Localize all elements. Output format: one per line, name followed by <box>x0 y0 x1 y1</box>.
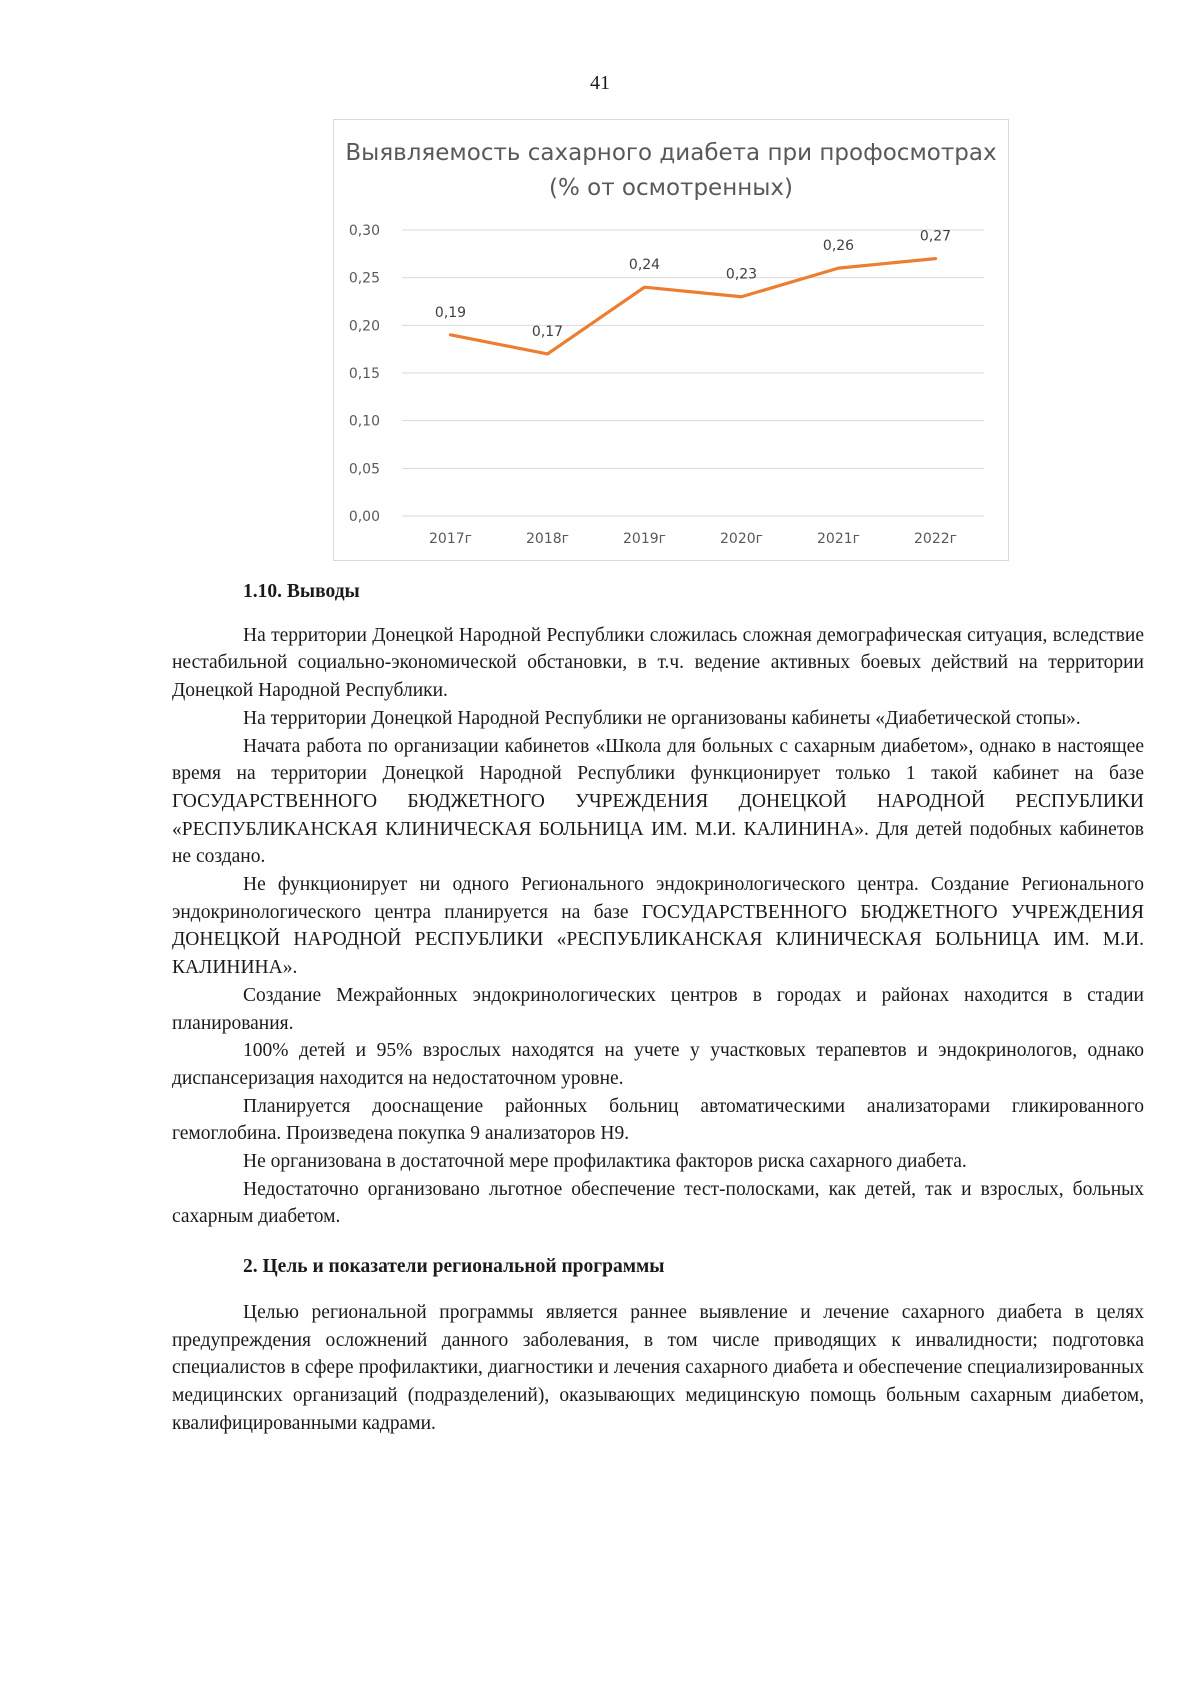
x-tick-label: 2022г <box>914 531 957 547</box>
document-body <box>172 578 1144 1437</box>
section-heading-2: 2. Цель и показатели региональной программы <box>243 1256 665 1278</box>
chart-plot <box>334 120 1010 562</box>
y-tick-label: 0,30 <box>348 223 380 239</box>
y-tick-label: 0,05 <box>348 461 380 478</box>
section-1-10-paragraphs <box>172 622 1144 1231</box>
series-line <box>451 259 936 354</box>
data-label: 0,23 <box>725 266 758 283</box>
paragraph: На территории Донецкой Народной Республики сложилась сложная демографическая ситуация, вследствие нестабильной социально-экономической обстановки, в т.ч. ведение активных боевых действий на территории Донецкой Народной Республики. <box>172 624 1144 702</box>
paragraph: Недостаточно организовано льготное обеспечение тест-полосками, как детей, так и взрослых, больных сахарным диабетом. <box>172 1178 1144 1228</box>
paragraph: 100% детей и 95% взрослых находятся на учете у участковых терапевтов и эндокринологов, однако диспансеризация находится на недостаточном уровне. <box>172 1040 1144 1089</box>
data-label: 0,17 <box>531 323 564 340</box>
x-tick-label: 2017г <box>429 531 472 547</box>
y-tick-label: 0,15 <box>348 366 380 382</box>
data-label: 0,26 <box>822 238 855 255</box>
paragraph: Не функционирует ни одного Регионального эндокринологического центра. Создание Регионального эндокринологического центра планируется на базе ГОСУДАРСТВЕННОГО БЮДЖЕТНОГО УЧРЕЖДЕНИЯ ДОНЕЦКОЙ НАРОДНОЙ РЕСПУБЛИКИ «РЕСПУБЛИКАНСКАЯ КЛИНИЧЕСКАЯ БОЛЬНИЦА ИМ. М.И. КАЛИНИНА». <box>172 874 1144 979</box>
y-tick-label: 0,25 <box>348 270 380 287</box>
y-tick-label: 0,00 <box>348 509 380 525</box>
paragraph: Целью региональной программы является раннее выявление и лечение сахарного диабета в целях предупреждения осложнений данного заболевания, в том числе приводящих к инвалидности; подготовка специалистов в сфере профилактики, диагностики и лечения сахарного диабета и обеспечение специализированных медицинских организаций (подразделений), оказывающих медицинскую помощь больным сахарным диабетом, квалифицированными кадрами. <box>172 1301 1144 1434</box>
section-heading-1-10: 1.10. Выводы <box>243 581 360 602</box>
paragraph: Не организована в достаточной мере профилактика факторов риска сахарного диабета. <box>243 1151 967 1173</box>
line-chart <box>333 119 1009 561</box>
x-tick-label: 2021г <box>817 531 860 547</box>
paragraph: На территории Донецкой Народной Республики не организованы кабинеты «Диабетической стопы». <box>243 707 1081 729</box>
section-2-paragraphs <box>172 1299 1144 1438</box>
x-tick-label: 2018г <box>526 531 569 547</box>
page-number: 41 <box>590 72 610 94</box>
paragraph: Планируется дооснащение районных больниц автоматическими анализаторами гликированного гемоглобина. Произведена покупка 9 анализаторов Н9. <box>172 1095 1144 1145</box>
y-tick-label: 0,20 <box>348 318 380 335</box>
data-label: 0,24 <box>628 257 661 274</box>
data-label: 0,19 <box>434 304 467 321</box>
data-label: 0,27 <box>919 228 952 245</box>
chart-title: Выявляемость сахарного диабета при профосмотрах (% от осмотренных) <box>345 140 997 201</box>
paragraph: Начата работа по организации кабинетов «Школа для больных с сахарным диабетом», однако в настоящее время на территории Донецкой Народной Республики функционирует только 1 такой кабинет на базе ГОСУДАРСТВЕННОГО БЮДЖЕТНОГО УЧРЕЖДЕНИЯ ДОНЕЦКОЙ НАРОДНОЙ РЕСПУБЛИКИ «РЕСПУБЛИКАНСКАЯ КЛИНИЧЕСКАЯ БОЛЬНИЦА ИМ. М.И. КАЛИНИНА». Для детей подобных кабинетов не создано. <box>172 735 1144 868</box>
x-tick-label: 2020г <box>720 531 763 547</box>
x-tick-label: 2019г <box>623 531 666 547</box>
paragraph: Создание Межрайонных эндокринологических центров в городах и районах находится в стадии планирования. <box>172 984 1144 1034</box>
y-tick-label: 0,10 <box>348 413 380 430</box>
